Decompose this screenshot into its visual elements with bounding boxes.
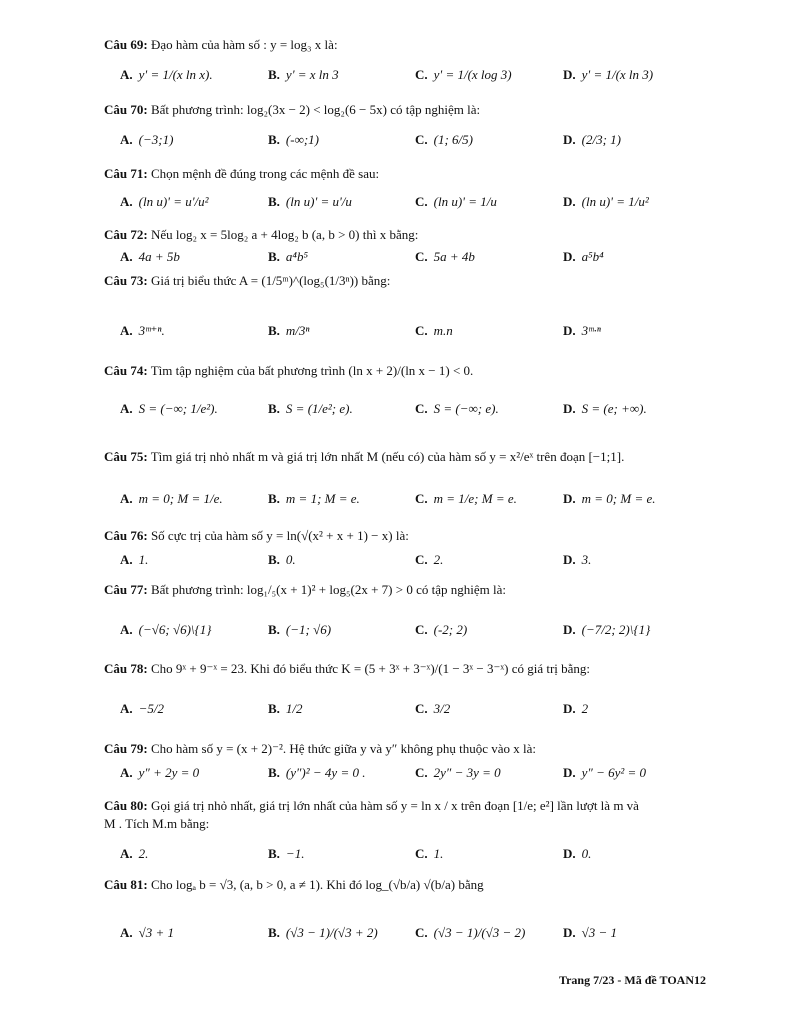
answer-key: B. <box>268 249 280 264</box>
answer-value: (−7/2; 2)\{1} <box>581 622 651 637</box>
answer-option <box>563 700 588 718</box>
answer-option <box>268 764 365 782</box>
answer-key: C. <box>415 701 428 716</box>
question-text <box>104 272 706 290</box>
answer-option <box>268 621 331 639</box>
question-block <box>104 101 706 119</box>
answer-key: A. <box>120 701 133 716</box>
answer-option <box>415 66 512 84</box>
question-text <box>104 165 706 183</box>
answer-key: B. <box>268 491 280 506</box>
answer-key: D. <box>563 552 576 567</box>
answer-key: C. <box>415 67 428 82</box>
answer-value: 2 <box>581 701 589 716</box>
answer-value: m/3ⁿ <box>285 323 310 338</box>
question-block <box>104 581 706 599</box>
answer-option <box>120 924 174 942</box>
question-block <box>104 226 706 244</box>
answer-key: A. <box>120 194 133 209</box>
answer-value: 1. <box>433 846 444 861</box>
answer-value: y' = 1/(x log 3) <box>433 67 512 82</box>
answer-value: √3 − 1 <box>581 925 618 940</box>
answer-key: D. <box>563 925 576 940</box>
answer-value: m = 1/e; M = e. <box>433 491 517 506</box>
answer-key: D. <box>563 67 576 82</box>
answer-key: A. <box>120 249 133 264</box>
answer-value: S = (−∞; 1/e²). <box>138 401 218 416</box>
answer-value: 1/2 <box>285 701 303 716</box>
question-label: Câu 78: <box>104 661 148 676</box>
answer-option <box>415 131 473 149</box>
answer-value: (√3 − 1)/(√3 − 2) <box>433 925 526 940</box>
answer-value: (−3;1) <box>138 132 174 147</box>
answer-key: D. <box>563 194 576 209</box>
answer-option <box>120 700 164 718</box>
answer-key: B. <box>268 701 280 716</box>
answer-value: 2. <box>138 846 149 861</box>
answer-value: (ln u)' = 1/u² <box>581 194 649 209</box>
answer-value: 3/2 <box>433 701 451 716</box>
answer-key: B. <box>268 552 280 567</box>
answer-option <box>415 845 443 863</box>
question-block <box>104 272 706 290</box>
answer-value: a⁵b⁴ <box>581 249 604 264</box>
answer-option <box>268 845 304 863</box>
question-block <box>104 165 706 183</box>
question-label: Câu 75: <box>104 449 148 464</box>
answer-key: A. <box>120 846 133 861</box>
answer-option <box>563 490 656 508</box>
question-label: Câu 71: <box>104 166 148 181</box>
answer-key: B. <box>268 765 280 780</box>
page-footer: Trang 7/23 - Mã đề TOAN12 <box>558 973 706 987</box>
question-statement: Cho hàm số y = (x + 2)⁻². Hệ thức giữa y và y″ không phụ thuộc vào x là: <box>147 741 536 756</box>
answer-value: (y″)² − 4y = 0 . <box>285 765 366 780</box>
answer-option <box>415 551 443 569</box>
answer-key: B. <box>268 401 280 416</box>
answer-key: C. <box>415 401 428 416</box>
answer-value: y' = 1/(x ln 3) <box>581 67 654 82</box>
answer-key: C. <box>415 194 428 209</box>
answer-value: m = 0; M = e. <box>581 491 656 506</box>
answer-option <box>415 193 497 211</box>
answer-key: A. <box>120 552 133 567</box>
question-label: Câu 73: <box>104 273 148 288</box>
answer-option <box>120 400 218 418</box>
answer-key: D. <box>563 701 576 716</box>
question-text <box>104 362 706 380</box>
answer-key: A. <box>120 67 133 82</box>
answer-option <box>415 490 517 508</box>
answer-value: y' = 1/(x ln x). <box>138 67 213 82</box>
answer-value: (ln u)' = 1/u <box>433 194 497 209</box>
question-label: Câu 69: <box>104 37 148 52</box>
answer-value: 3. <box>581 552 592 567</box>
answer-key: C. <box>415 765 428 780</box>
answer-option <box>268 490 360 508</box>
answer-option <box>563 66 653 84</box>
answer-option <box>415 764 501 782</box>
answer-option <box>120 490 223 508</box>
answer-option <box>120 322 165 340</box>
answer-value: 2. <box>433 552 444 567</box>
question-statement: Bất phương trình: log₂(3x − 2) < log₂(6 − 5x) có tập nghiệm là: <box>147 102 481 117</box>
answer-key: B. <box>268 132 280 147</box>
answer-key: A. <box>120 323 133 338</box>
answer-option <box>120 764 199 782</box>
question-block <box>104 797 706 833</box>
answer-key: A. <box>120 401 133 416</box>
answer-option <box>268 700 303 718</box>
answer-key: C. <box>415 491 428 506</box>
question-text <box>104 36 706 54</box>
question-label: Câu 80: <box>104 798 148 813</box>
answer-key: D. <box>563 622 576 637</box>
answer-value: (√3 − 1)/(√3 + 2) <box>285 925 378 940</box>
answer-key: C. <box>415 925 428 940</box>
answer-key: B. <box>268 925 280 940</box>
answer-value: (-2; 2) <box>433 622 468 637</box>
answer-key: D. <box>563 491 576 506</box>
answer-value: (-∞;1) <box>285 132 320 147</box>
answer-value: −1. <box>285 846 305 861</box>
answer-option <box>563 621 650 639</box>
answer-option <box>563 248 604 266</box>
answer-option <box>415 400 499 418</box>
answer-value: m = 1; M = e. <box>285 491 360 506</box>
answer-option <box>563 193 649 211</box>
question-text <box>104 876 706 894</box>
question-statement: Bất phương trình: log₁/₅(x + 1)² + log₅(2x + 7) > 0 có tập nghiệm là: <box>147 582 506 597</box>
answer-value: y' = x ln 3 <box>285 67 339 82</box>
answer-value: a⁴b⁵ <box>285 249 308 264</box>
answer-value: S = (e; +∞). <box>581 401 647 416</box>
answer-value: 3ᵐ·ⁿ <box>581 323 601 338</box>
answer-key: B. <box>268 67 280 82</box>
answer-key: D. <box>563 132 576 147</box>
answer-value: y″ + 2y = 0 <box>138 765 200 780</box>
answer-value: 1. <box>138 552 149 567</box>
answer-option <box>415 700 450 718</box>
question-block <box>104 36 706 54</box>
answer-option <box>563 764 646 782</box>
answer-key: B. <box>268 194 280 209</box>
answer-option <box>268 131 319 149</box>
question-statement: Giá trị biểu thức A = (1/5ᵐ)^(log₅(1/3ⁿ)) bằng: <box>147 273 391 288</box>
answer-option <box>415 924 525 942</box>
answer-key: C. <box>415 846 428 861</box>
answer-key: D. <box>563 765 576 780</box>
answer-value: (−1; √6) <box>285 622 332 637</box>
answer-value: S = (−∞; e). <box>433 401 499 416</box>
question-label: Câu 81: <box>104 877 148 892</box>
answer-option <box>120 66 213 84</box>
question-label: Câu 77: <box>104 582 148 597</box>
answer-option <box>120 193 209 211</box>
answer-option <box>415 621 467 639</box>
answer-key: A. <box>120 491 133 506</box>
answer-option <box>120 845 148 863</box>
answer-value: (ln u)' = u'/u <box>285 194 352 209</box>
answer-value: (1; 6/5) <box>433 132 473 147</box>
question-label: Câu 76: <box>104 528 148 543</box>
answer-value: m = 0; M = 1/e. <box>138 491 223 506</box>
question-text <box>104 660 706 678</box>
answer-option <box>268 551 296 569</box>
question-label: Câu 74: <box>104 363 148 378</box>
answer-option <box>268 248 308 266</box>
answer-value: y″ − 6y² = 0 <box>581 765 647 780</box>
answer-option <box>563 845 591 863</box>
answer-option <box>563 924 617 942</box>
question-statement: Cho logₐ b = √3, (a, b > 0, a ≠ 1). Khi đó log_(√b/a) √(b/a) bằng <box>147 877 484 892</box>
question-label: Câu 79: <box>104 741 148 756</box>
answer-option <box>120 551 148 569</box>
question-statement: Tìm tập nghiệm của bất phương trình (ln x + 2)/(ln x − 1) < 0. <box>147 363 474 378</box>
question-text <box>104 527 706 545</box>
answer-value: 5a + 4b <box>433 249 475 264</box>
answer-option <box>268 193 352 211</box>
question-block <box>104 527 706 545</box>
question-statement: Chọn mệnh đề đúng trong các mệnh đề sau: <box>147 166 380 181</box>
answer-option <box>563 322 601 340</box>
answer-key: A. <box>120 765 133 780</box>
answer-key: A. <box>120 132 133 147</box>
answer-key: C. <box>415 323 428 338</box>
answer-option <box>120 248 180 266</box>
question-statement: Số cực trị của hàm số y = ln(√(x² + x + 1) − x) là: <box>147 528 409 543</box>
answer-option <box>120 621 211 639</box>
answer-option <box>563 400 647 418</box>
question-statement: Nếu log₂ x = 5log₂ a + 4log₂ b (a, b > 0) thì x bằng: <box>147 227 419 242</box>
answer-key: C. <box>415 552 428 567</box>
answer-key: D. <box>563 401 576 416</box>
answer-value: √3 + 1 <box>138 925 175 940</box>
answer-option <box>268 322 310 340</box>
question-statement: Tìm giá trị nhỏ nhất m và giá trị lớn nhất M (nếu có) của hàm số y = x²/eˣ trên đoạn [−1;1]. <box>147 449 625 464</box>
question-block <box>104 660 706 678</box>
question-block <box>104 740 706 758</box>
answer-key: D. <box>563 249 576 264</box>
question-text <box>104 740 706 758</box>
answer-key: A. <box>120 925 133 940</box>
question-statement-continued: M . Tích M.m bằng: <box>104 816 210 831</box>
question-statement: Đạo hàm của hàm số : y = log₃ x là: <box>147 37 338 52</box>
question-text <box>104 797 706 815</box>
answer-key: B. <box>268 622 280 637</box>
answer-value: (2/3; 1) <box>581 132 621 147</box>
answer-value: 4a + 5b <box>138 249 180 264</box>
answer-value: (−√6; √6)\{1} <box>138 622 212 637</box>
answer-key: A. <box>120 622 133 637</box>
answer-value: (ln u)' = u'/u² <box>138 194 209 209</box>
answer-option <box>268 66 339 84</box>
answer-value: 2y″ − 3y = 0 <box>433 765 501 780</box>
question-label: Câu 70: <box>104 102 148 117</box>
question-statement: Cho 9ˣ + 9⁻ˣ = 23. Khi đó biểu thức K = (5 + 3ˣ + 3⁻ˣ)/(1 − 3ˣ − 3⁻ˣ) có giá trị bằng: <box>147 661 591 676</box>
answer-option <box>415 248 475 266</box>
answer-key: B. <box>268 323 280 338</box>
answer-key: D. <box>563 323 576 338</box>
answer-value: 0. <box>581 846 592 861</box>
answer-value: 0. <box>285 552 296 567</box>
answer-option <box>120 131 173 149</box>
answer-option <box>268 400 353 418</box>
answer-value: −5/2 <box>138 701 165 716</box>
answer-option <box>415 322 453 340</box>
question-statement: Gọi giá trị nhỏ nhất, giá trị lớn nhất của hàm số y = ln x / x trên đoạn [1/e; e²] lần lượt là m và <box>147 798 639 813</box>
answer-key: D. <box>563 846 576 861</box>
answer-option <box>563 551 591 569</box>
answer-key: C. <box>415 132 428 147</box>
question-block <box>104 362 706 380</box>
answer-value: m.n <box>433 323 453 338</box>
question-block <box>104 448 706 466</box>
question-text <box>104 448 706 466</box>
answer-key: C. <box>415 622 428 637</box>
question-label: Câu 72: <box>104 227 148 242</box>
question-block <box>104 876 706 894</box>
answer-value: 3ᵐ⁺ⁿ. <box>138 323 165 338</box>
answer-key: B. <box>268 846 280 861</box>
answer-value: S = (1/e²; e). <box>285 401 353 416</box>
answer-option <box>563 131 621 149</box>
answer-key: C. <box>415 249 428 264</box>
question-text <box>104 101 706 119</box>
answer-option <box>268 924 378 942</box>
question-text <box>104 226 706 244</box>
question-text <box>104 581 706 599</box>
